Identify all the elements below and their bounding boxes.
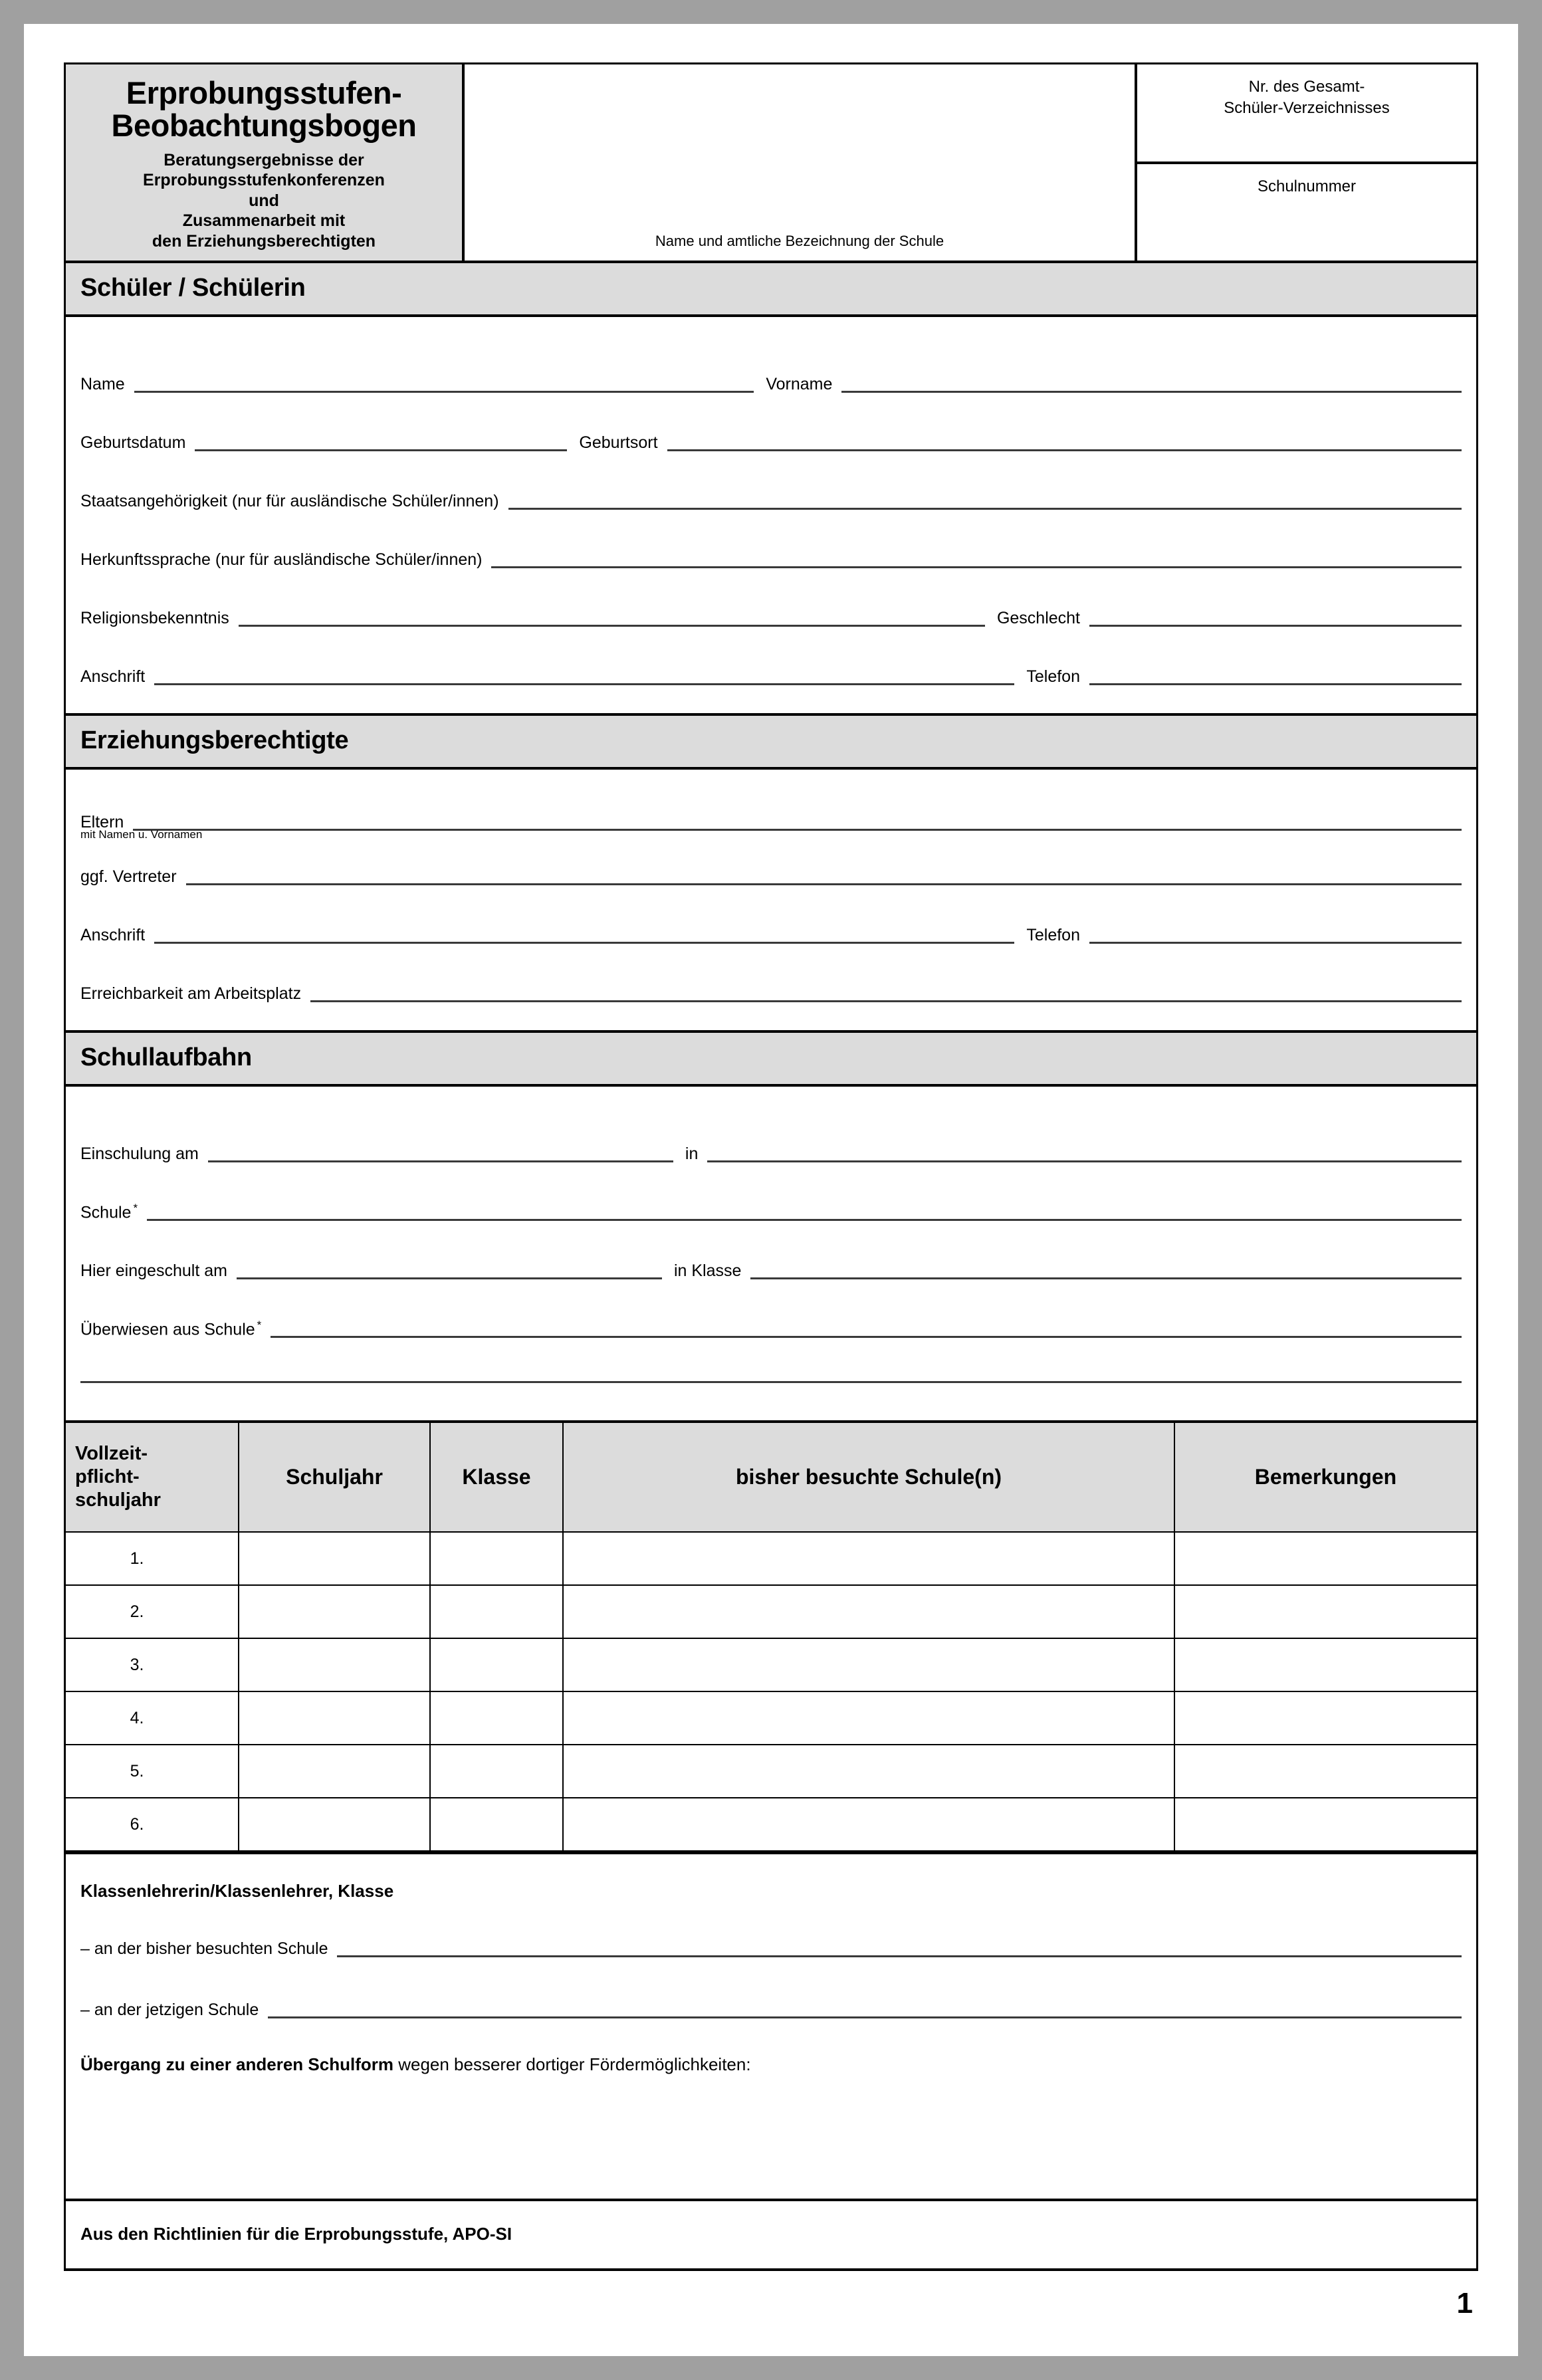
- cell-schulen[interactable]: [563, 1691, 1174, 1745]
- input-hier-eingeschult-datum[interactable]: [237, 1277, 662, 1279]
- field-row-einschulung: [66, 1109, 1476, 1168]
- label-geschlecht: Geschlecht: [996, 609, 1080, 628]
- transfer-prompt: [66, 2024, 1476, 2075]
- field-row-anschrift-guardian: [66, 891, 1476, 949]
- input-previous-school-teacher[interactable]: [337, 1955, 1462, 1957]
- input-eltern[interactable]: [133, 828, 1462, 831]
- label-ueberwiesen: [80, 1319, 261, 1343]
- cell-schulen[interactable]: [563, 1585, 1174, 1638]
- cell-schuljahr[interactable]: [239, 1745, 430, 1798]
- form-title-box: [66, 64, 465, 261]
- form-subtitle-line3: und: [249, 191, 279, 210]
- cell-year: 2.: [66, 1585, 239, 1638]
- table-row: [66, 1585, 1476, 1638]
- input-religionsbekenntnis[interactable]: [239, 624, 985, 627]
- form-title-line2: Beobachtungsbogen: [111, 108, 417, 144]
- cell-schulen[interactable]: [563, 1745, 1174, 1798]
- register-number-label-line1: Nr. des Gesamt-: [1248, 78, 1365, 96]
- input-herkunftssprache[interactable]: [491, 566, 1462, 568]
- cell-bemerkungen[interactable]: [1174, 1691, 1476, 1745]
- school-history-table: [66, 1420, 1476, 1852]
- cell-bemerkungen[interactable]: [1174, 1798, 1476, 1851]
- table-header-line1: Vollzeit-: [75, 1442, 148, 1464]
- field-row-vertreter: [66, 841, 1476, 891]
- cell-klasse[interactable]: [430, 1638, 563, 1691]
- label-schule-text: Schule: [80, 1203, 132, 1222]
- cell-klasse[interactable]: [430, 1691, 563, 1745]
- label-staatsangehoerigkeit: Staatsangehörigkeit (nur für ausländische Schüler/innen): [80, 492, 499, 511]
- table-header-bemerkungen: Bemerkungen: [1174, 1422, 1476, 1532]
- school-number-field[interactable]: [1137, 164, 1476, 261]
- table-row: [66, 1532, 1476, 1585]
- table-row: [66, 1745, 1476, 1798]
- label-current-school-teacher: – an der jetzigen Schule: [80, 2001, 259, 2020]
- label-religionsbekenntnis: Religionsbekenntnis: [80, 609, 229, 628]
- input-staatsangehoerigkeit[interactable]: [508, 507, 1462, 510]
- table-body: [66, 1532, 1476, 1851]
- label-einschulung-in: in: [685, 1144, 699, 1164]
- guardian-fields: [66, 770, 1476, 1030]
- cell-bemerkungen[interactable]: [1174, 1745, 1476, 1798]
- label-hier-eingeschult: Hier eingeschult am: [80, 1261, 227, 1281]
- label-schule: [80, 1202, 138, 1226]
- input-anschrift-guardian[interactable]: [154, 941, 1014, 944]
- cell-schulen[interactable]: [563, 1638, 1174, 1691]
- table-row: [66, 1798, 1476, 1851]
- school-number-label: Schulnummer: [1257, 177, 1357, 195]
- class-teacher-heading: Klassenlehrerin/Klassenlehrer, Klasse: [80, 1881, 394, 1901]
- input-arbeitsplatz[interactable]: [310, 1000, 1462, 1002]
- label-anschrift-guardian: Anschrift: [80, 926, 146, 945]
- class-teacher-block: [66, 1852, 1476, 2199]
- field-row-religion: [66, 574, 1476, 632]
- cell-year: 6.: [66, 1798, 239, 1851]
- caption-eltern: mit Namen u. Vornamen: [80, 828, 203, 841]
- table-header-line2: pflicht-: [75, 1466, 140, 1487]
- input-schule[interactable]: [147, 1218, 1462, 1221]
- transfer-prompt-bold: Übergang zu einer anderen Schulform: [80, 2054, 393, 2075]
- section-heading-schoolpath: Schullaufbahn: [66, 1030, 1476, 1087]
- section-heading-guardians: Erziehungsberechtigte: [66, 713, 1476, 770]
- label-einschulung: Einschulung am: [80, 1144, 199, 1164]
- form-subtitle-line5: den Erziehungsberechtigten: [152, 231, 376, 251]
- input-geschlecht[interactable]: [1089, 624, 1462, 627]
- field-row-geburt: [66, 398, 1476, 457]
- field-row-schule: [66, 1168, 1476, 1226]
- school-name-field[interactable]: [465, 64, 1137, 261]
- label-ueberwiesen-text: Überwiesen aus Schule: [80, 1320, 255, 1339]
- label-eltern: Eltern: [80, 813, 124, 832]
- label-ueberwiesen-asterisk: *: [257, 1318, 262, 1331]
- label-arbeitsplatz: Erreichbarkeit am Arbeitsplatz: [80, 984, 302, 1004]
- cell-year: 1.: [66, 1532, 239, 1585]
- cell-year: 3.: [66, 1638, 239, 1691]
- field-row-current-school-teacher: [66, 1963, 1476, 2024]
- cell-schulen[interactable]: [563, 1798, 1174, 1851]
- input-geburtsort[interactable]: [667, 449, 1462, 451]
- input-anschrift-student[interactable]: [154, 683, 1014, 685]
- label-schule-asterisk: *: [133, 1201, 138, 1214]
- input-geburtsdatum[interactable]: [195, 449, 567, 451]
- input-ueberwiesen[interactable]: [271, 1335, 1462, 1338]
- label-telefon-student: Telefon: [1026, 667, 1080, 687]
- cell-klasse[interactable]: [430, 1532, 563, 1585]
- label-telefon-guardian: Telefon: [1026, 926, 1080, 945]
- input-einschulung-ort[interactable]: [707, 1160, 1462, 1162]
- cell-bemerkungen[interactable]: [1174, 1532, 1476, 1585]
- register-number-field[interactable]: [1137, 64, 1476, 164]
- field-row-name: [66, 340, 1476, 398]
- table-header-vollzeitpflichtschuljahr: [66, 1422, 239, 1532]
- field-row-previous-school-teacher: [66, 1901, 1476, 1963]
- input-telefon-guardian[interactable]: [1089, 941, 1462, 944]
- label-in-klasse: in Klasse: [673, 1261, 742, 1281]
- cell-klasse[interactable]: [430, 1745, 563, 1798]
- section-heading-student: Schüler / Schülerin: [66, 263, 1476, 317]
- cell-year: 5.: [66, 1745, 239, 1798]
- header-right-column: [1137, 64, 1476, 261]
- label-geburtsort: Geburtsort: [579, 433, 658, 453]
- table-row: [66, 1638, 1476, 1691]
- cell-schuljahr[interactable]: [239, 1691, 430, 1745]
- student-fields: [66, 317, 1476, 713]
- field-row-arbeitsplatz: [66, 949, 1476, 1008]
- field-row-anschrift-student: [66, 632, 1476, 691]
- cell-bemerkungen[interactable]: [1174, 1638, 1476, 1691]
- input-name[interactable]: [134, 390, 754, 393]
- label-vorname: Vorname: [766, 375, 833, 394]
- form-subtitle-line1: Beratungsergebnisse der: [164, 150, 364, 169]
- cell-bemerkungen[interactable]: [1174, 1585, 1476, 1638]
- label-geburtsdatum: Geburtsdatum: [80, 433, 186, 453]
- table-row: [66, 1691, 1476, 1745]
- table-header-line3: schuljahr: [75, 1489, 161, 1511]
- field-row-herkunftssprache: [66, 515, 1476, 574]
- cell-year: 4.: [66, 1691, 239, 1745]
- table-header-schulen: bisher besuchte Schule(n): [563, 1422, 1174, 1532]
- field-row-ueberwiesen: [66, 1285, 1476, 1343]
- label-previous-school-teacher: – an der bisher besuchten Schule: [80, 1939, 328, 1959]
- register-number-label-line2: Schüler-Verzeichnisses: [1224, 98, 1390, 117]
- cell-schuljahr[interactable]: [239, 1585, 430, 1638]
- field-row-eltern: [66, 792, 1476, 836]
- input-current-school-teacher[interactable]: [268, 2016, 1462, 2018]
- input-einschulung-datum[interactable]: [208, 1160, 673, 1162]
- input-vertreter[interactable]: [186, 883, 1462, 885]
- cell-klasse[interactable]: [430, 1798, 563, 1851]
- input-telefon-student[interactable]: [1089, 683, 1462, 685]
- paper-sheet: [24, 24, 1518, 2356]
- transfer-prompt-rest: wegen besserer dortiger Fördermöglichkeiten:: [393, 2054, 751, 2075]
- label-name: Name: [80, 375, 125, 394]
- cell-schulen[interactable]: [563, 1532, 1174, 1585]
- form-frame: [64, 62, 1478, 2271]
- schoolpath-fields: [66, 1087, 1476, 1420]
- table-header-klasse: Klasse: [430, 1422, 563, 1532]
- input-vorname[interactable]: [841, 390, 1462, 393]
- form-subtitle-line4: Zusammenarbeit mit: [182, 211, 346, 231]
- school-name-caption: Name und amtliche Bezeichnung der Schule: [655, 233, 944, 250]
- table-header-row: [66, 1422, 1476, 1532]
- field-row-hier-eingeschult: [66, 1226, 1476, 1285]
- cell-schuljahr[interactable]: [239, 1532, 430, 1585]
- input-in-klasse[interactable]: [750, 1277, 1462, 1279]
- cell-klasse[interactable]: [430, 1585, 563, 1638]
- form-subtitle-line2: Erprobungsstufenkonferenzen: [143, 171, 385, 190]
- form-header: [66, 64, 1476, 263]
- field-row-staatsangehoerigkeit: [66, 457, 1476, 515]
- cell-schuljahr[interactable]: [239, 1638, 430, 1691]
- form-title-line1: Erprobungsstufen-: [126, 75, 402, 110]
- transfer-answer-area[interactable]: [66, 2075, 1476, 2199]
- table-header-schuljahr: Schuljahr: [239, 1422, 430, 1532]
- label-anschrift-student: Anschrift: [80, 667, 146, 687]
- guidelines-note: Aus den Richtlinien für die Erprobungsstufe, APO-SI: [66, 2199, 1476, 2271]
- cell-schuljahr[interactable]: [239, 1798, 430, 1851]
- label-herkunftssprache: Herkunftssprache (nur für ausländische Schüler/innen): [80, 550, 483, 570]
- page-number: 1: [1456, 2287, 1473, 2320]
- label-vertreter: ggf. Vertreter: [80, 867, 177, 887]
